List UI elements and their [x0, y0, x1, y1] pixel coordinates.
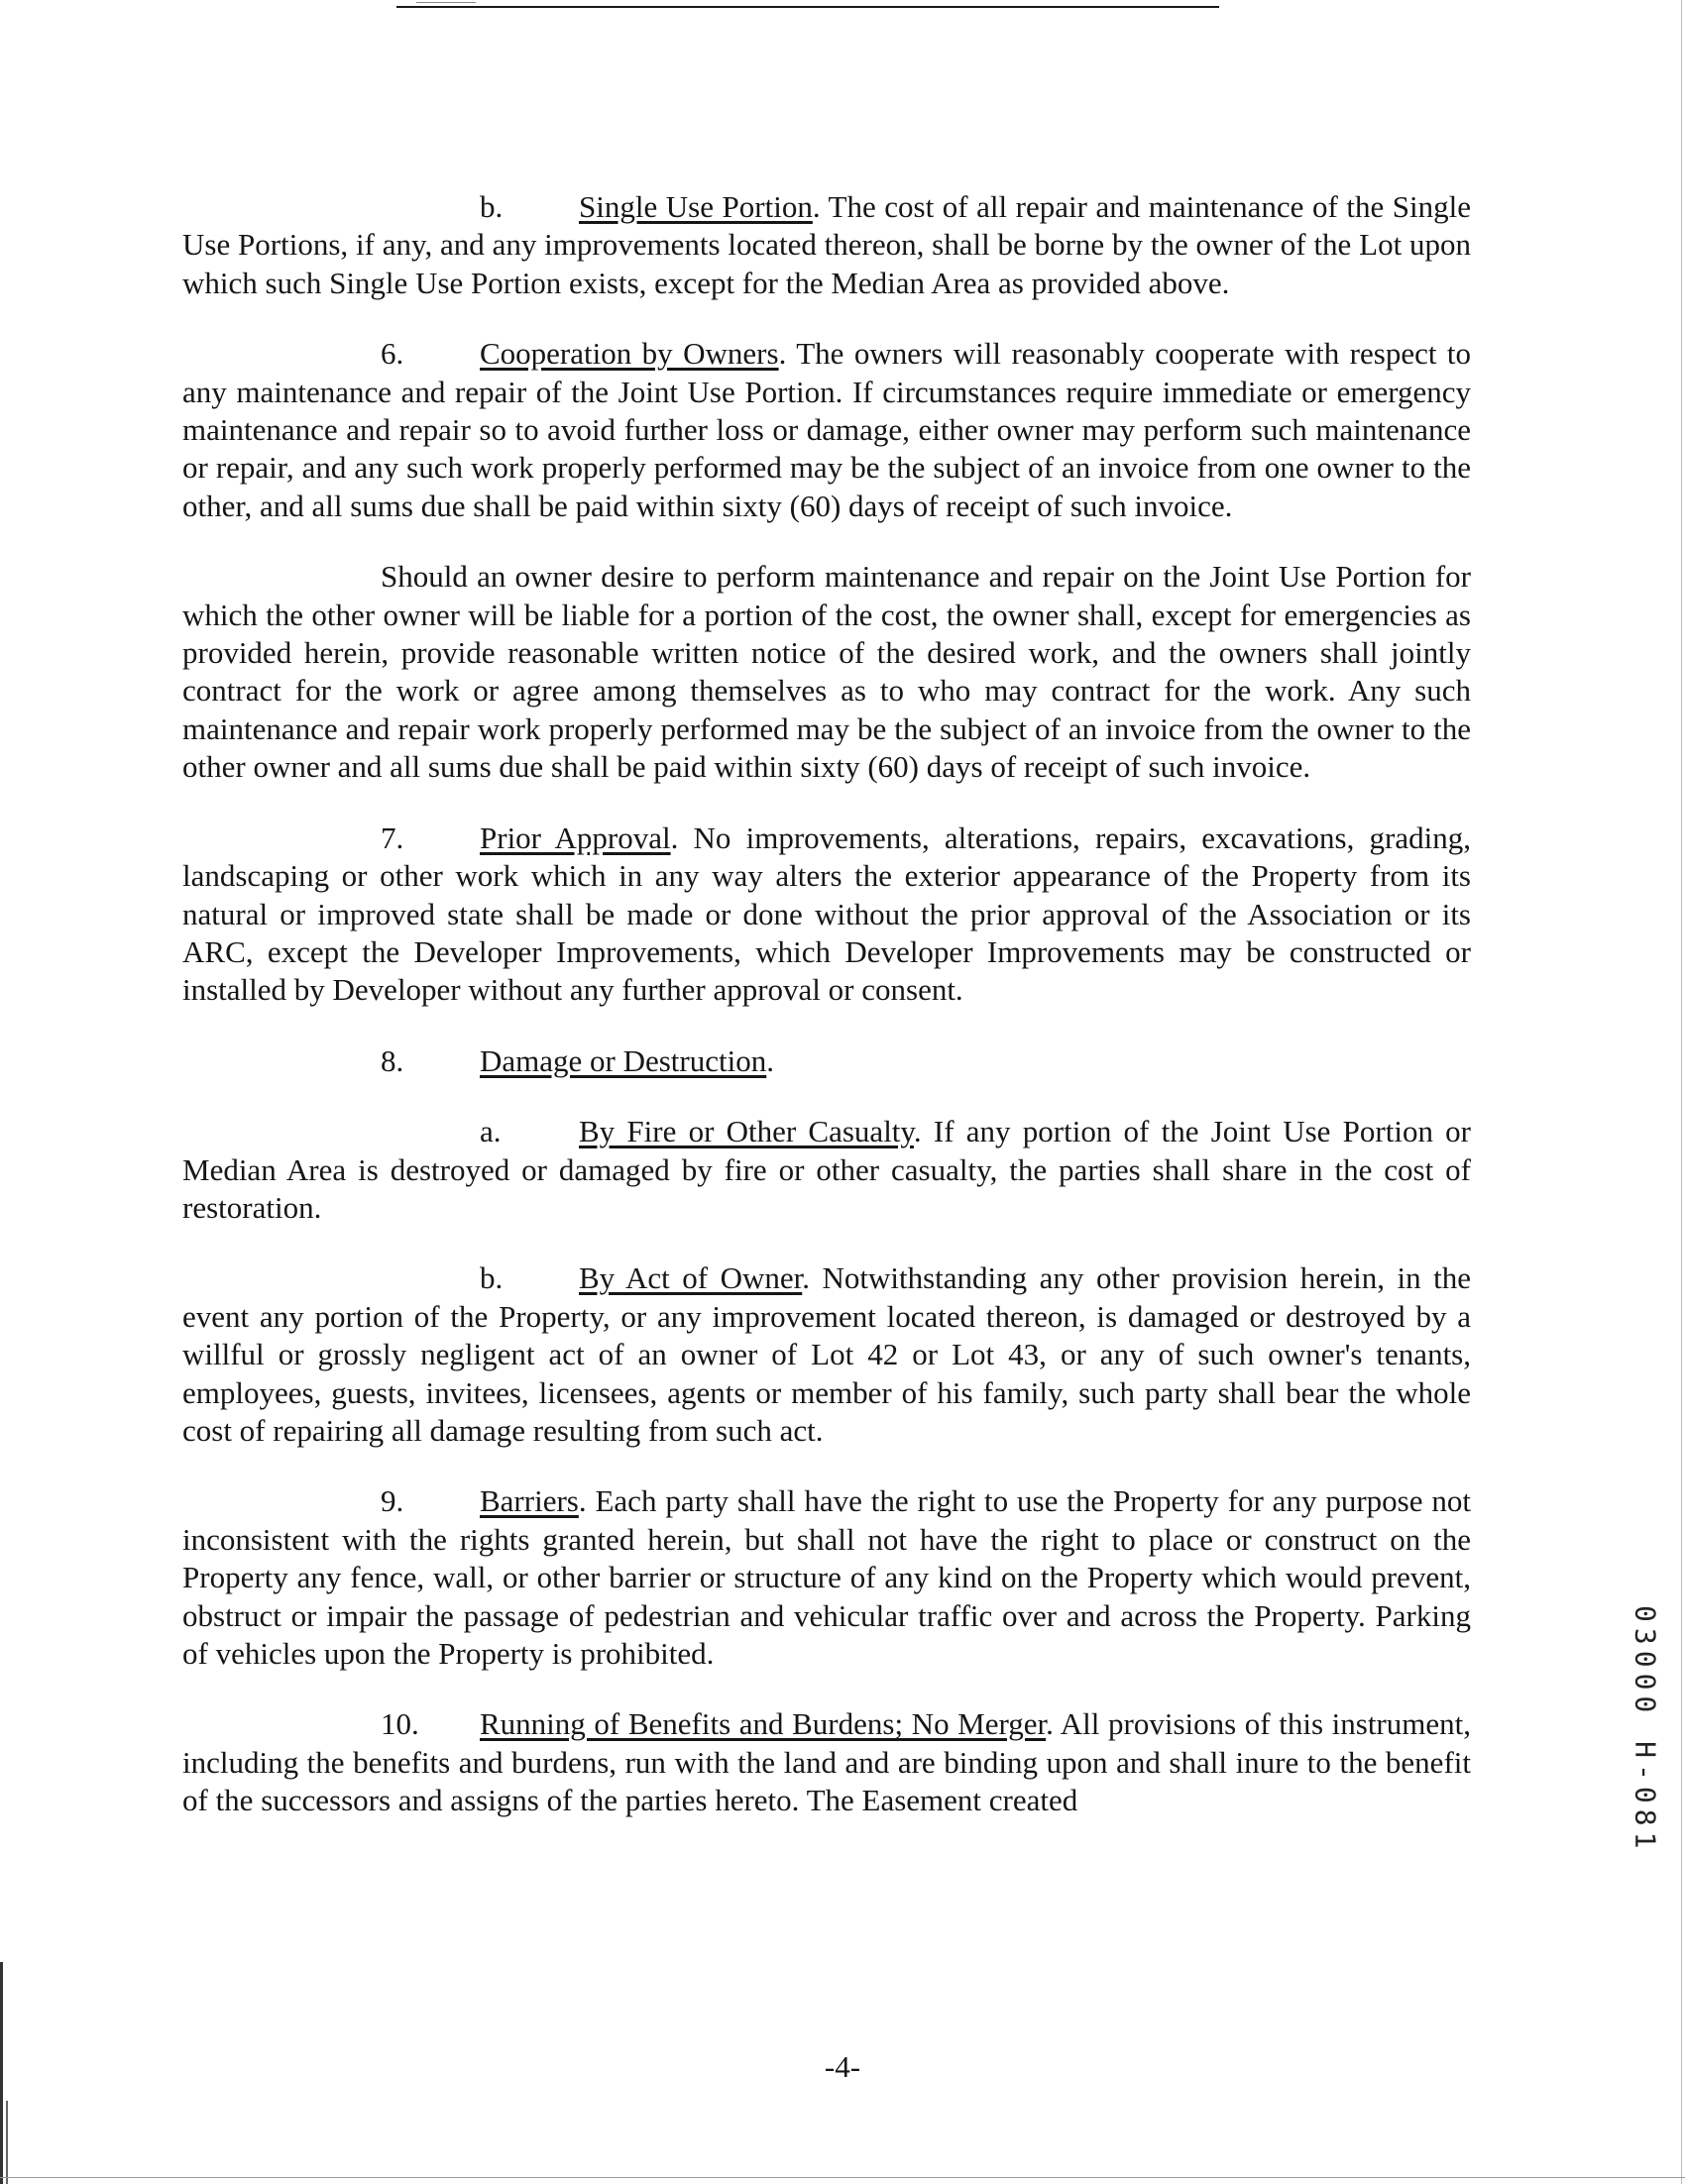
paragraph-5b-single-use-portion	[182, 188, 1471, 302]
paragraph-heading: Cooperation by Owners	[480, 336, 779, 372]
paragraph-label: 9.	[381, 1483, 404, 1519]
document-body	[182, 188, 1471, 1820]
paragraph-8a-fire-or-casualty	[182, 1113, 1471, 1227]
paragraph-label: 7.	[381, 819, 404, 855]
paragraph-label: b.	[480, 1260, 504, 1296]
paragraph-label: 8.	[381, 1042, 404, 1078]
side-stamp-text: 03000 H-081	[1629, 1605, 1662, 1855]
scan-edge-line	[6, 2101, 8, 2184]
paragraph-heading: By Fire or Other Casualty	[579, 1114, 914, 1149]
paragraph-heading: Damage or Destruction	[480, 1042, 767, 1078]
paragraph-6-cooperation-by-owners	[182, 335, 1471, 525]
paragraph-label: b.	[480, 189, 504, 224]
paragraph-text: . The owners will reasonably cooperate with respect to any maintenance and repair of the Joint Use Portion. If circumstances require immediate or emergency maintenance and repair so to avoid further loss or damage, either owner may perform such maintenance or repair, and any such work properly performed may be the subject of an invoice from one owner to the other, and all sums due shall be paid within sixty (60) days of receipt of such invoice.	[182, 336, 1471, 523]
paragraph-label: a.	[480, 1114, 502, 1149]
paragraph-heading: Running of Benefits and Burdens; No Merger	[480, 1706, 1047, 1742]
paragraph-heading: Prior Approval	[480, 819, 671, 855]
paragraph-10-running-of-benefits	[182, 1705, 1471, 1819]
paragraph-label: 6.	[381, 336, 404, 372]
paragraph-8b-act-of-owner	[182, 1259, 1471, 1450]
paragraph-heading: Single Use Portion	[579, 189, 813, 224]
paragraph-heading: By Act of Owner	[579, 1260, 803, 1296]
paragraph-6-continued	[182, 558, 1471, 786]
scan-edge-line	[416, 2, 476, 3]
paragraph-text: .	[766, 1042, 774, 1078]
scan-edge-line	[0, 2177, 1685, 2178]
paragraph-8-damage-or-destruction	[182, 1042, 1471, 1080]
paragraph-text: . If any portion of the Joint Use Portion or Median Area is destroyed or damaged by fire or other casualty, the parties shall share in the cost of restoration.	[182, 1114, 1472, 1225]
paragraph-9-barriers	[182, 1482, 1471, 1673]
paragraph-text: . Notwithstanding any other provision herein, in the event any portion of the Property, or any improvement located thereon, is damaged or destroyed by a willful or grossly negligent act of an owner of Lot 42 or Lot 43, or any of such owner's tenants, employees, guests, invitees, licensees, agents or member of his family, such party shall bear the whole cost of repairing all damage resulting from such act.	[182, 1260, 1471, 1448]
paragraph-heading: Barriers	[480, 1483, 579, 1519]
paragraph-text: . Each party shall have the right to use the Property for any purpose not inconsistent with the rights granted herein, but shall not have the right to place or construct on the Property any fence, wall, or other barrier or structure of any kind on the Property which would prevent, obstruct or impair the passage of pedestrian and vehicular traffic over and across the Property. Parking of vehicles upon the Property is prohibited.	[182, 1483, 1471, 1671]
paragraph-text: . No improvements, alterations, repairs, excavations, grading, landscaping or other work which in any way alters the exterior appearance of the Property from its natural or improved state shall be made or done without the prior approval of the Association or its ARC, except the Developer Improvements, which Developer Improvements may be constructed or installed by Developer without any further approval or consent.	[182, 819, 1471, 1008]
scan-edge-line	[1681, 0, 1682, 2184]
paragraph-label: 10.	[381, 1706, 419, 1742]
scan-edge-line	[396, 6, 1219, 8]
paragraph-text: . The cost of all repair and maintenance of the Single Use Portions, if any, and any improvements located thereon, shall be borne by the owner of the Lot upon which such Single Use Portion exists, except for the Median Area as provided above.	[182, 189, 1471, 300]
paragraph-7-prior-approval	[182, 819, 1471, 1010]
paragraph-text: . All provisions of this instrument, including the benefits and burdens, run with the land and are binding upon and shall inure to the benefit of the successors and assigns of the parties hereto. The Easement created	[182, 1706, 1471, 1818]
paragraph-text: Should an owner desire to perform maintenance and repair on the Joint Use Portion for which the other owner will be liable for a portion of the cost, the owner shall, except for emergencies as provided herein, provide reasonable written notice of the desired work, and the owners shall jointly contract for the work or agree among themselves as to who may contract for the work. Any such maintenance and repair work properly performed may be the subject of an invoice from the owner to the other owner and all sums due shall be paid within sixty (60) days of receipt of such invoice.	[182, 559, 1471, 785]
page-number: -4-	[824, 2049, 861, 2084]
side-stamp	[1626, 1605, 1665, 1863]
